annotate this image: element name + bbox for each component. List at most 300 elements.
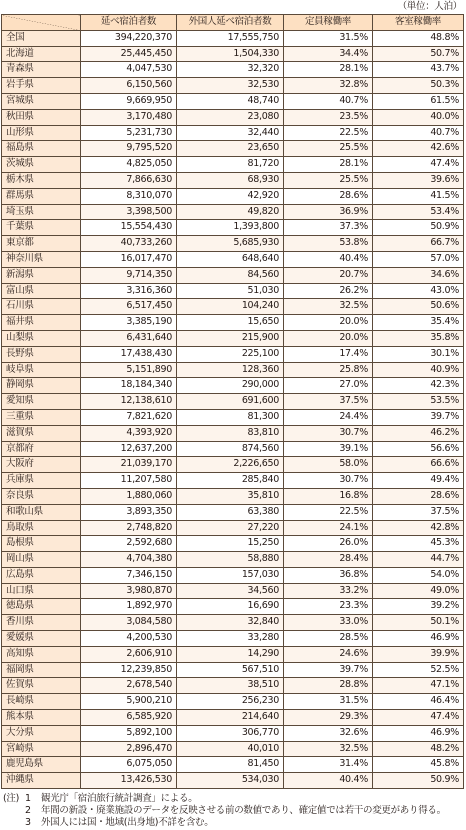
foreign-guest-nights-cell: 81,720 [177,157,284,173]
room-occupancy-rate-cell: 46.2% [373,425,464,441]
foreign-guest-nights-cell: 14,290 [177,646,284,662]
note-line-2 [3,805,465,817]
room-occupancy-rate-cell: 39.2% [373,599,464,615]
total-guest-nights-cell: 6,150,560 [81,78,177,94]
foreign-guest-nights-cell: 2,226,650 [177,457,284,473]
capacity-occupancy-rate-cell: 53.8% [284,236,373,252]
prefecture-name-cell: 神奈川県 [2,251,81,267]
table-row [2,473,464,489]
table-row [2,362,464,378]
capacity-occupancy-rate-cell: 20.0% [284,330,373,346]
room-occupancy-rate-cell: 50.6% [373,299,464,315]
table-body [2,30,464,788]
capacity-occupancy-rate-cell: 20.7% [284,267,373,283]
total-guest-nights-cell: 2,748,820 [81,520,177,536]
room-occupancy-rate-cell: 50.1% [373,615,464,631]
foreign-guest-nights-cell: 42,920 [177,188,284,204]
prefecture-name-cell: 福岡県 [2,662,81,678]
room-occupancy-rate-cell: 41.5% [373,188,464,204]
total-guest-nights-cell: 2,592,680 [81,536,177,552]
room-occupancy-rate-cell: 35.4% [373,315,464,331]
prefecture-name-cell: 岡山県 [2,552,81,568]
table-row [2,725,464,741]
table-row [2,678,464,694]
note-text: 外国人には国・地域(出身地)不詳を含む。 [41,817,214,828]
total-guest-nights-cell: 11,207,580 [81,473,177,489]
room-occupancy-rate-cell: 50.9% [373,773,464,789]
foreign-guest-nights-cell: 32,840 [177,615,284,631]
table-row [2,141,464,157]
total-guest-nights-cell: 394,220,370 [81,30,177,46]
table-row [2,488,464,504]
total-guest-nights-cell: 21,039,170 [81,457,177,473]
table-row [2,694,464,710]
total-guest-nights-cell: 12,138,610 [81,394,177,410]
total-guest-nights-cell: 3,316,360 [81,283,177,299]
prefecture-name-cell: 愛知県 [2,394,81,410]
foreign-guest-nights-cell: 58,880 [177,552,284,568]
foreign-guest-nights-cell: 84,560 [177,267,284,283]
table-row [2,378,464,394]
prefecture-name-cell: 山口県 [2,583,81,599]
capacity-occupancy-rate-cell: 39.1% [284,441,373,457]
foreign-guest-nights-cell: 63,380 [177,504,284,520]
foreign-guest-nights-cell: 17,555,750 [177,30,284,46]
capacity-occupancy-rate-cell: 24.4% [284,409,373,425]
total-guest-nights-cell: 25,445,450 [81,46,177,62]
table-row [2,504,464,520]
foreign-guest-nights-cell: 35,810 [177,488,284,504]
total-guest-nights-cell: 3,385,190 [81,315,177,331]
room-occupancy-rate-cell: 30.1% [373,346,464,362]
table-row [2,109,464,125]
prefecture-name-cell: 兵庫県 [2,473,81,489]
total-guest-nights-cell: 1,880,060 [81,488,177,504]
column-header-room-occupancy: 客室稼働率 [373,15,464,31]
room-occupancy-rate-cell: 53.5% [373,394,464,410]
table-row [2,536,464,552]
room-occupancy-rate-cell: 53.4% [373,204,464,220]
room-occupancy-rate-cell: 48.8% [373,30,464,46]
foreign-guest-nights-cell: 23,080 [177,109,284,125]
prefecture-name-cell: 大分県 [2,725,81,741]
prefecture-name-cell: 福島県 [2,141,81,157]
total-guest-nights-cell: 7,821,620 [81,409,177,425]
prefecture-name-cell: 広島県 [2,567,81,583]
foreign-guest-nights-cell: 32,440 [177,125,284,141]
total-guest-nights-cell: 6,585,920 [81,710,177,726]
capacity-occupancy-rate-cell: 28.1% [284,62,373,78]
capacity-occupancy-rate-cell: 26.2% [284,283,373,299]
prefecture-name-cell: 山形県 [2,125,81,141]
table-row [2,409,464,425]
table-row [2,662,464,678]
prefecture-name-cell: 富山県 [2,283,81,299]
prefecture-name-cell: 愛媛県 [2,631,81,647]
total-guest-nights-cell: 12,637,200 [81,441,177,457]
table-row [2,283,464,299]
note-line-1 [3,793,465,805]
foreign-guest-nights-cell: 256,230 [177,694,284,710]
capacity-occupancy-rate-cell: 36.8% [284,567,373,583]
foreign-guest-nights-cell: 34,560 [177,583,284,599]
capacity-occupancy-rate-cell: 40.7% [284,93,373,109]
capacity-occupancy-rate-cell: 25.5% [284,172,373,188]
room-occupancy-rate-cell: 39.7% [373,409,464,425]
prefecture-name-cell: 長野県 [2,346,81,362]
table-row [2,346,464,362]
room-occupancy-rate-cell: 28.6% [373,488,464,504]
total-guest-nights-cell: 5,892,100 [81,725,177,741]
room-occupancy-rate-cell: 43.0% [373,283,464,299]
capacity-occupancy-rate-cell: 24.1% [284,520,373,536]
prefecture-name-cell: 福井県 [2,315,81,331]
accommodation-statistics-table [1,14,464,789]
capacity-occupancy-rate-cell: 28.4% [284,552,373,568]
foreign-guest-nights-cell: 290,000 [177,378,284,394]
room-occupancy-rate-cell: 48.2% [373,741,464,757]
room-occupancy-rate-cell: 50.9% [373,220,464,236]
foreign-guest-nights-cell: 567,510 [177,662,284,678]
total-guest-nights-cell: 3,170,480 [81,109,177,125]
prefecture-name-cell: 石川県 [2,299,81,315]
table-row [2,204,464,220]
total-guest-nights-cell: 4,393,920 [81,425,177,441]
prefecture-name-cell: 秋田県 [2,109,81,125]
capacity-occupancy-rate-cell: 32.8% [284,78,373,94]
foreign-guest-nights-cell: 81,300 [177,409,284,425]
table-row [2,583,464,599]
capacity-occupancy-rate-cell: 40.4% [284,251,373,267]
capacity-occupancy-rate-cell: 28.5% [284,631,373,647]
room-occupancy-rate-cell: 39.6% [373,172,464,188]
foreign-guest-nights-cell: 225,100 [177,346,284,362]
total-guest-nights-cell: 7,866,630 [81,172,177,188]
table-row [2,172,464,188]
capacity-occupancy-rate-cell: 23.5% [284,109,373,125]
table-row [2,93,464,109]
capacity-occupancy-rate-cell: 28.8% [284,678,373,694]
total-guest-nights-cell: 5,900,210 [81,694,177,710]
capacity-occupancy-rate-cell: 28.1% [284,157,373,173]
prefecture-name-cell: 和歌山県 [2,504,81,520]
prefecture-name-cell: 徳島県 [2,599,81,615]
room-occupancy-rate-cell: 43.7% [373,62,464,78]
table-row [2,315,464,331]
note-number: 2 [25,805,31,816]
foreign-guest-nights-cell: 1,504,330 [177,46,284,62]
table-row [2,62,464,78]
room-occupancy-rate-cell: 66.6% [373,457,464,473]
prefecture-name-cell: 高知県 [2,646,81,662]
foreign-guest-nights-cell: 38,510 [177,678,284,694]
table-row [2,457,464,473]
room-occupancy-rate-cell: 46.9% [373,631,464,647]
foreign-guest-nights-cell: 128,360 [177,362,284,378]
table-row [2,741,464,757]
capacity-occupancy-rate-cell: 30.7% [284,425,373,441]
room-occupancy-rate-cell: 44.7% [373,552,464,568]
room-occupancy-rate-cell: 57.0% [373,251,464,267]
total-guest-nights-cell: 6,431,640 [81,330,177,346]
capacity-occupancy-rate-cell: 29.3% [284,710,373,726]
note-text: 観光庁「宿泊旅行統計調査」による。 [41,793,198,804]
capacity-occupancy-rate-cell: 37.3% [284,220,373,236]
foreign-guest-nights-cell: 214,640 [177,710,284,726]
foreign-guest-nights-cell: 306,770 [177,725,284,741]
table-row [2,631,464,647]
table-row [2,520,464,536]
total-guest-nights-cell: 4,825,050 [81,157,177,173]
table-row [2,157,464,173]
foreign-guest-nights-cell: 874,560 [177,441,284,457]
total-guest-nights-cell: 5,231,730 [81,125,177,141]
prefecture-name-cell: 全国 [2,30,81,46]
note-number: 1 [25,793,31,804]
total-guest-nights-cell: 15,554,430 [81,220,177,236]
room-occupancy-rate-cell: 54.0% [373,567,464,583]
capacity-occupancy-rate-cell: 24.6% [284,646,373,662]
room-occupancy-rate-cell: 42.8% [373,520,464,536]
prefecture-name-cell: 岐阜県 [2,362,81,378]
table-row [2,567,464,583]
prefecture-name-cell: 熊本県 [2,710,81,726]
prefecture-name-cell: 大阪府 [2,457,81,473]
foreign-guest-nights-cell: 23,650 [177,141,284,157]
notes-head: (注) [3,793,20,804]
total-guest-nights-cell: 3,398,500 [81,204,177,220]
room-occupancy-rate-cell: 45.8% [373,757,464,773]
total-guest-nights-cell: 6,075,050 [81,757,177,773]
room-occupancy-rate-cell: 42.6% [373,141,464,157]
capacity-occupancy-rate-cell: 25.8% [284,362,373,378]
total-guest-nights-cell: 9,714,350 [81,267,177,283]
room-occupancy-rate-cell: 50.3% [373,78,464,94]
table-row [2,615,464,631]
room-occupancy-rate-cell: 52.5% [373,662,464,678]
foreign-guest-nights-cell: 49,820 [177,204,284,220]
foreign-guest-nights-cell: 51,030 [177,283,284,299]
foreign-guest-nights-cell: 534,030 [177,773,284,789]
prefecture-name-cell: 茨城県 [2,157,81,173]
capacity-occupancy-rate-cell: 37.5% [284,394,373,410]
prefecture-name-cell: 青森県 [2,62,81,78]
room-occupancy-rate-cell: 40.0% [373,109,464,125]
foreign-guest-nights-cell: 691,600 [177,394,284,410]
room-occupancy-rate-cell: 47.1% [373,678,464,694]
table-row [2,394,464,410]
room-occupancy-rate-cell: 35.8% [373,330,464,346]
table-row [2,188,464,204]
capacity-occupancy-rate-cell: 58.0% [284,457,373,473]
corner-cell [2,15,81,31]
prefecture-name-cell: 新潟県 [2,267,81,283]
prefecture-name-cell: 奈良県 [2,488,81,504]
table-header-row [2,15,464,31]
total-guest-nights-cell: 2,896,470 [81,741,177,757]
prefecture-name-cell: 香川県 [2,615,81,631]
capacity-occupancy-rate-cell: 26.0% [284,536,373,552]
foreign-guest-nights-cell: 5,685,930 [177,236,284,252]
table-row [2,299,464,315]
room-occupancy-rate-cell: 40.7% [373,125,464,141]
table-row [2,30,464,46]
note-line-3 [3,817,465,829]
capacity-occupancy-rate-cell: 30.7% [284,473,373,489]
prefecture-name-cell: 千葉県 [2,220,81,236]
table-row [2,236,464,252]
capacity-occupancy-rate-cell: 39.7% [284,662,373,678]
prefecture-name-cell: 鳥取県 [2,520,81,536]
foreign-guest-nights-cell: 48,740 [177,93,284,109]
total-guest-nights-cell: 8,310,070 [81,188,177,204]
room-occupancy-rate-cell: 37.5% [373,504,464,520]
foreign-guest-nights-cell: 32,320 [177,62,284,78]
room-occupancy-rate-cell: 45.3% [373,536,464,552]
table-row [2,599,464,615]
total-guest-nights-cell: 3,893,350 [81,504,177,520]
foreign-guest-nights-cell: 32,530 [177,78,284,94]
prefecture-name-cell: 滋賀県 [2,425,81,441]
capacity-occupancy-rate-cell: 34.4% [284,46,373,62]
prefecture-name-cell: 長崎県 [2,694,81,710]
total-guest-nights-cell: 18,184,340 [81,378,177,394]
room-occupancy-rate-cell: 46.9% [373,725,464,741]
total-guest-nights-cell: 7,346,150 [81,567,177,583]
prefecture-name-cell: 山梨県 [2,330,81,346]
capacity-occupancy-rate-cell: 17.4% [284,346,373,362]
foreign-guest-nights-cell: 15,250 [177,536,284,552]
total-guest-nights-cell: 3,980,870 [81,583,177,599]
room-occupancy-rate-cell: 66.7% [373,236,464,252]
total-guest-nights-cell: 40,733,260 [81,236,177,252]
capacity-occupancy-rate-cell: 33.2% [284,583,373,599]
capacity-occupancy-rate-cell: 31.4% [284,757,373,773]
unit-label: （単位：人泊） [397,1,462,12]
capacity-occupancy-rate-cell: 22.5% [284,504,373,520]
capacity-occupancy-rate-cell: 25.5% [284,141,373,157]
prefecture-name-cell: 佐賀県 [2,678,81,694]
capacity-occupancy-rate-cell: 20.0% [284,315,373,331]
table-row [2,710,464,726]
foreign-guest-nights-cell: 27,220 [177,520,284,536]
table-row [2,267,464,283]
prefecture-name-cell: 宮崎県 [2,741,81,757]
total-guest-nights-cell: 12,239,850 [81,662,177,678]
total-guest-nights-cell: 9,669,950 [81,93,177,109]
capacity-occupancy-rate-cell: 32.5% [284,299,373,315]
prefecture-name-cell: 島根県 [2,536,81,552]
capacity-occupancy-rate-cell: 27.0% [284,378,373,394]
room-occupancy-rate-cell: 49.0% [373,583,464,599]
table-row [2,773,464,789]
prefecture-name-cell: 岩手県 [2,78,81,94]
foreign-guest-nights-cell: 81,450 [177,757,284,773]
prefecture-name-cell: 東京都 [2,236,81,252]
total-guest-nights-cell: 4,200,530 [81,631,177,647]
room-occupancy-rate-cell: 49.4% [373,473,464,489]
foreign-guest-nights-cell: 104,240 [177,299,284,315]
capacity-occupancy-rate-cell: 36.9% [284,204,373,220]
capacity-occupancy-rate-cell: 33.0% [284,615,373,631]
table-row [2,220,464,236]
prefecture-name-cell: 栃木県 [2,172,81,188]
total-guest-nights-cell: 2,678,540 [81,678,177,694]
table-row [2,46,464,62]
room-occupancy-rate-cell: 56.6% [373,441,464,457]
room-occupancy-rate-cell: 39.9% [373,646,464,662]
total-guest-nights-cell: 13,426,530 [81,773,177,789]
capacity-occupancy-rate-cell: 31.5% [284,694,373,710]
prefecture-name-cell: 北海道 [2,46,81,62]
room-occupancy-rate-cell: 42.3% [373,378,464,394]
note-text: 年間の新設・廃業施設のデータを反映させる前の数値であり、確定値では若干の変更があり得る。 [41,805,446,816]
note-number: 3 [25,817,31,828]
prefecture-name-cell: 沖縄県 [2,773,81,789]
column-header-total-guest-nights: 延べ宿泊者数 [81,15,177,31]
total-guest-nights-cell: 3,084,580 [81,615,177,631]
column-header-capacity-occupancy: 定員稼働率 [284,15,373,31]
prefecture-name-cell: 宮城県 [2,93,81,109]
room-occupancy-rate-cell: 34.6% [373,267,464,283]
capacity-occupancy-rate-cell: 28.6% [284,188,373,204]
prefecture-name-cell: 三重県 [2,409,81,425]
capacity-occupancy-rate-cell: 16.8% [284,488,373,504]
column-header-foreign-guest-nights: 外国人延べ宿泊者数 [177,15,284,31]
foreign-guest-nights-cell: 83,810 [177,425,284,441]
table-row [2,330,464,346]
foreign-guest-nights-cell: 648,640 [177,251,284,267]
total-guest-nights-cell: 17,438,430 [81,346,177,362]
table-row [2,552,464,568]
table-row [2,425,464,441]
total-guest-nights-cell: 1,892,970 [81,599,177,615]
capacity-occupancy-rate-cell: 32.6% [284,725,373,741]
room-occupancy-rate-cell: 47.4% [373,157,464,173]
capacity-occupancy-rate-cell: 23.3% [284,599,373,615]
foreign-guest-nights-cell: 157,030 [177,567,284,583]
room-occupancy-rate-cell: 61.5% [373,93,464,109]
table-row [2,78,464,94]
table-row [2,646,464,662]
notes-section [3,793,465,829]
total-guest-nights-cell: 9,795,520 [81,141,177,157]
capacity-occupancy-rate-cell: 22.5% [284,125,373,141]
room-occupancy-rate-cell: 46.4% [373,694,464,710]
table-row [2,441,464,457]
foreign-guest-nights-cell: 33,280 [177,631,284,647]
foreign-guest-nights-cell: 40,010 [177,741,284,757]
table-row [2,757,464,773]
foreign-guest-nights-cell: 68,930 [177,172,284,188]
total-guest-nights-cell: 2,606,910 [81,646,177,662]
capacity-occupancy-rate-cell: 32.5% [284,741,373,757]
total-guest-nights-cell: 6,517,450 [81,299,177,315]
foreign-guest-nights-cell: 1,393,800 [177,220,284,236]
table-row [2,251,464,267]
prefecture-name-cell: 鹿児島県 [2,757,81,773]
capacity-occupancy-rate-cell: 40.4% [284,773,373,789]
prefecture-name-cell: 京都府 [2,441,81,457]
foreign-guest-nights-cell: 215,900 [177,330,284,346]
room-occupancy-rate-cell: 47.4% [373,710,464,726]
foreign-guest-nights-cell: 15,650 [177,315,284,331]
foreign-guest-nights-cell: 16,690 [177,599,284,615]
prefecture-name-cell: 群馬県 [2,188,81,204]
table-row [2,125,464,141]
room-occupancy-rate-cell: 40.9% [373,362,464,378]
prefecture-name-cell: 静岡県 [2,378,81,394]
